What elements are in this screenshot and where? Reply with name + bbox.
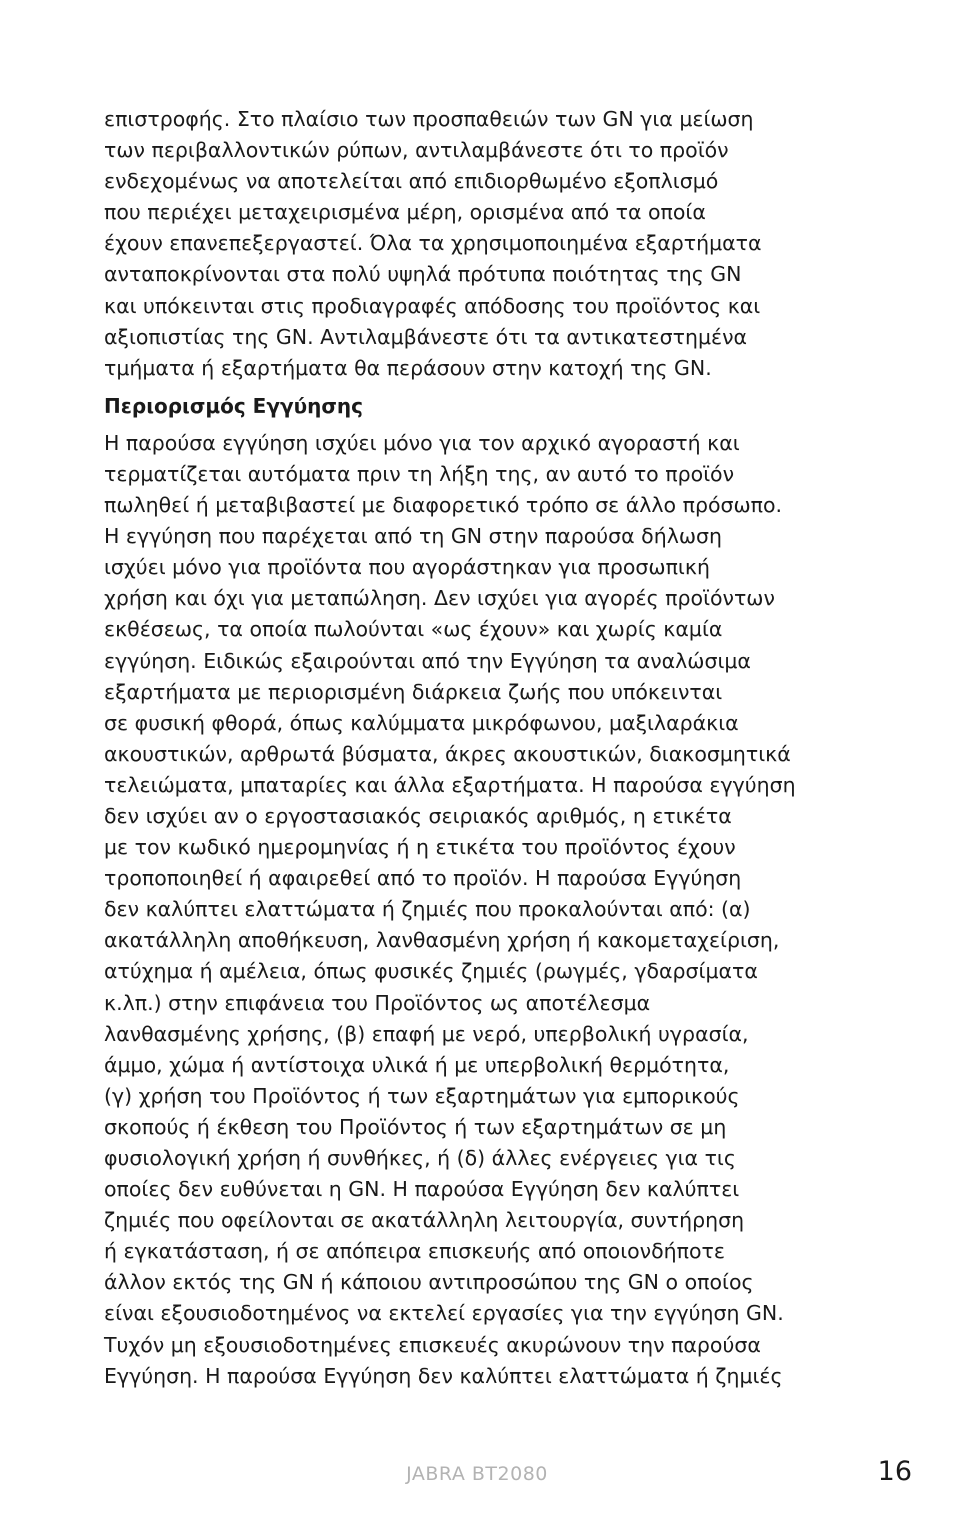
text-line: λανθασμένης χρήσης, (β) επαφή με νερό, υπερβολική υγρασία, xyxy=(104,1021,749,1046)
text-line: των περιβαλλοντικών ρύπων, αντιλαμβάνεστε ότι το προϊόν xyxy=(104,138,729,163)
text-line: Η εγγύηση που παρέχεται από τη GN στην παρούσα δήλωση xyxy=(104,524,722,549)
body-paragraph-return-policy xyxy=(104,104,849,384)
text-line: επιστροφής. Στο πλαίσιο των προσπαθειών των GN για μείωση xyxy=(104,107,754,131)
text-line: τροποποιηθεί ή αφαιρεθεί από το προϊόν. Η παρούσα Εγγύηση xyxy=(104,866,742,891)
text-line: εγγύηση. Ειδικώς εξαιρούνται από την Εγγύηση τα αναλώσιμα xyxy=(104,648,751,673)
text-line: κ.λπ.) στην επιφάνεια του Προϊόντος ως αποτέλεσμα xyxy=(104,990,651,1015)
text-line: Εγγύηση. Η παρούσα Εγγύηση δεν καλύπτει ελαττώματα ή ζημιές xyxy=(104,1363,783,1388)
text-line: τερματίζεται αυτόματα πριν τη λήξη της, αν αυτό το προϊόν xyxy=(104,461,735,486)
text-line: Τυχόν μη εξουσιοδοτημένες επισκευές ακυρώνουν την παρούσα xyxy=(104,1332,761,1357)
text-line: αξιοπιστίας της GN. Αντιλαμβάνεστε ότι τα αντικατεστημένα xyxy=(104,324,748,349)
footer-product-name: JABRA BT2080 xyxy=(406,1463,548,1485)
text-line: με τον κωδικό ημερομηνίας ή η ετικέτα του προϊόντος έχουν xyxy=(104,835,736,860)
text-line: και υπόκεινται στις προδιαγραφές απόδοσης του προϊόντος και xyxy=(104,293,761,318)
text-line: είναι εξουσιοδοτημένος να εκτελεί εργασίες για την εγγύηση GN. xyxy=(104,1301,784,1326)
text-line: ή εγκατάσταση, ή σε απόπειρα επισκευής από οποιονδήποτε xyxy=(104,1239,725,1264)
text-line: σκοπούς ή έκθεση του Προϊόντος ή των εξαρτημάτων σε μη xyxy=(104,1114,727,1139)
text-line: ατύχημα ή αμέλεια, όπως φυσικές ζημιές (ρωγμές, γδαρσίματα xyxy=(104,959,758,984)
text-line: ισχύει μόνο για προϊόντα που αγοράστηκαν για προσωπική xyxy=(104,555,710,580)
text-line: Η παρούσα εγγύηση ισχύει μόνο για τον αρχικό αγοραστή και xyxy=(104,430,740,455)
text-line: (γ) χρήση του Προϊόντος ή των εξαρτημάτων για εμπορικούς xyxy=(104,1083,740,1108)
text-line: ενδεχομένως να αποτελείται από επιδιορθωμένο εξοπλισμό xyxy=(104,169,719,194)
page-content xyxy=(104,104,849,1392)
text-line: τμήματα ή εξαρτήματα θα περάσουν στην κατοχή της GN. xyxy=(104,355,712,380)
text-line: έχουν επανεπεξεργαστεί. Όλα τα χρησιμοποιημένα εξαρτήματα xyxy=(104,231,762,256)
text-line: άλλον εκτός της GN ή κάποιου αντιπροσώπου της GN ο οποίος xyxy=(104,1270,754,1295)
text-line: εξαρτήματα με περιορισμένη διάρκεια ζωής που υπόκεινται xyxy=(104,679,723,704)
text-line: δεν ισχύει αν ο εργοστασιακός σειριακός αριθμός, η ετικέτα xyxy=(104,803,732,828)
text-line: σε φυσική φθορά, όπως καλύμματα μικρόφωνου, μαξιλαράκια xyxy=(104,710,739,735)
section-heading-warranty-limitation: Περιορισμός Εγγύησης xyxy=(104,393,364,418)
text-line: ανταποκρίνονται στα πολύ υψηλά πρότυπα ποιότητας της GN xyxy=(104,262,742,287)
text-line: τελειώματα, μπαταρίες και άλλα εξαρτήματα. Η παρούσα εγγύηση xyxy=(104,772,796,797)
text-line: εκθέσεως, τα οποία πωλούνται «ως έχουν» και χωρίς καμία xyxy=(104,617,723,642)
text-line: ακατάλληλη αποθήκευση, λανθασμένη χρήση ή κακομεταχείριση, xyxy=(104,928,780,953)
text-line: άμμο, χώμα ή αντίστοιχα υλικά ή με υπερβολική θερμότητα, xyxy=(104,1052,730,1077)
body-paragraph-warranty-limitation xyxy=(104,428,849,1392)
text-line: που περιέχει μεταχειρισμένα μέρη, ορισμένα από τα οποία xyxy=(104,200,706,225)
text-line: οποίες δεν ευθύνεται η GN. Η παρούσα Εγγύηση δεν καλύπτει xyxy=(104,1177,740,1202)
text-line: ακουστικών, αρθρωτά βύσματα, άκρες ακουστικών, διακοσμητικά xyxy=(104,741,791,766)
text-line: πωληθεί ή μεταβιβαστεί με διαφορετικό τρόπο σε άλλο πρόσωπο. xyxy=(104,493,783,518)
text-line: χρήση και όχι για μεταπώληση. Δεν ισχύει για αγορές προϊόντων xyxy=(104,586,775,611)
text-line: ζημιές που οφείλονται σε ακατάλληλη λειτουργία, συντήρηση xyxy=(104,1208,745,1233)
text-line: δεν καλύπτει ελαττώματα ή ζημιές που προκαλούνται από: (α) xyxy=(104,897,751,922)
page-number: 16 xyxy=(877,1456,912,1487)
text-line: φυσιολογική χρήση ή συνθήκες, ή (δ) άλλες ενέργειες για τις xyxy=(104,1146,736,1170)
